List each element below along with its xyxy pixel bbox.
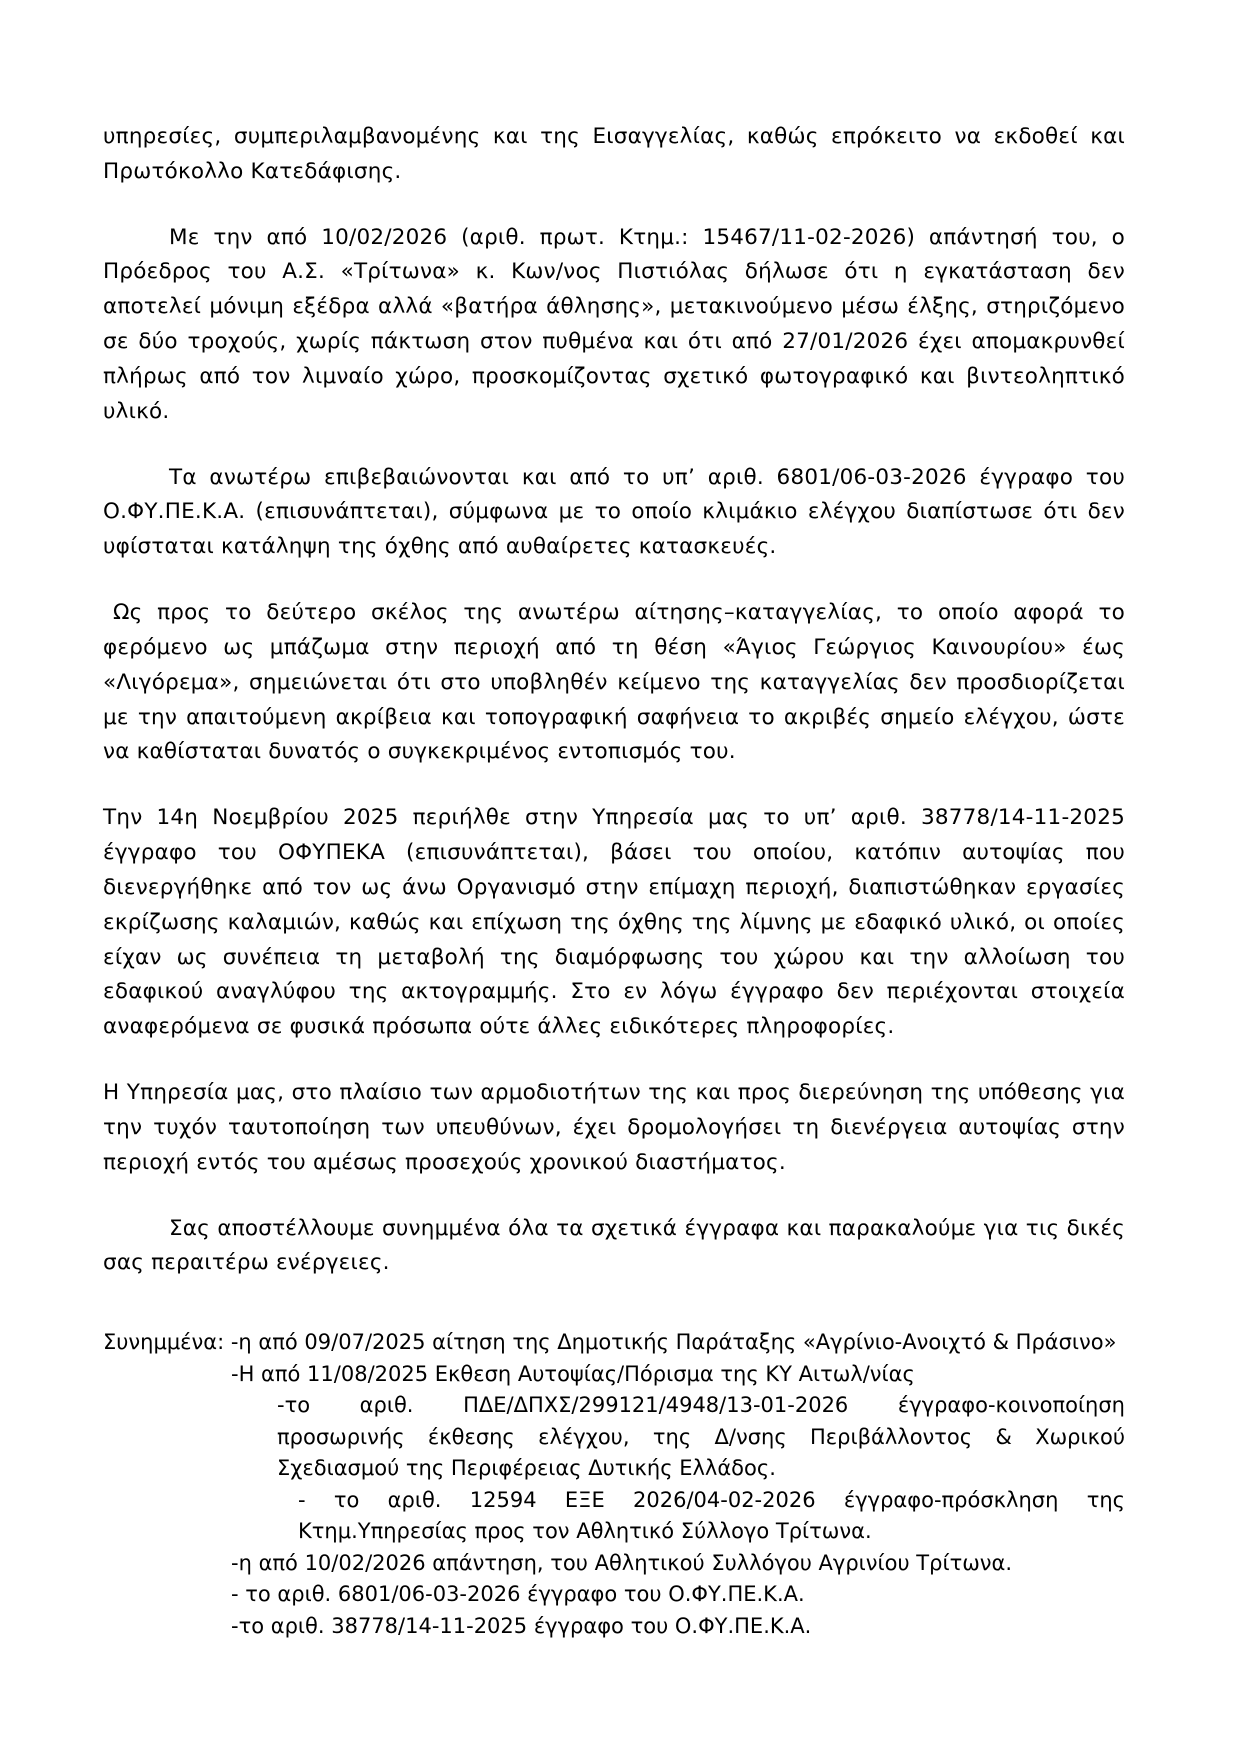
attachments-spacer <box>103 1281 1125 1327</box>
attachment-item-6: -το αριθ. 38778/14-11-2025 έγγραφο του Ο.ΦΥ.ΠΕ.Κ.Α. <box>231 1613 812 1638</box>
paragraph-continuation: υπηρεσίες, συμπεριλαμβανομένης και της Εισαγγελίας, καθώς επρόκειτο να εκδοθεί και Πρωτόκολλο Κατεδάφισης. <box>103 124 1125 184</box>
paragraph-spacer <box>103 430 1125 461</box>
paragraph-president-statement: Με την από 10/02/2026 (αριθ. πρωτ. Κτημ.: 15467/11-02-2026) απάντησή του, ο Πρόεδρος του Α.Σ. «Τρίτωνα» κ. Κων/νος Πιστιόλας δήλωσε ότι η εγκατάσταση δεν αποτελεί μόνιμη εξέδρα αλλά «βατήρα άθλησης», μετακινούμενο μέσω έλξης, στηριζόμενο σε δύο τροχούς, χωρίς πάκτωση στον πυθμένα και ότι από 27/01/2026 έχει απομακρυνθεί πλήρως από τον λιμναίο χώρο, προσκομίζοντας σχετικό φωτογραφικό και βιντεοληπτικό υλικό. <box>103 224 1125 424</box>
attachment-item-5: - το αριθ. 6801/06-03-2026 έγγραφο του Ο.ΦΥ.ΠΕ.Κ.Α. <box>231 1582 805 1607</box>
paragraph-service-investigation: Η Υπηρεσία μας, στο πλαίσιο των αρμοδιοτήτων της και προς διερεύνηση της υπόθεσης για την τυχόν ταυτοποίηση των υπευθύνων, έχει δρομολογήσει τη διενέργεια αυτοψίας στην περιοχή εντός του αμέσως προσεχούς χρονικού διαστήματος. <box>103 1080 1125 1175</box>
paragraph-closing-request: Σας αποστέλλουμε συνημμένα όλα τα σχετικά έγγραφα και παρακαλούμε για τις δικές σας περαιτέρω ενέργειες. <box>103 1215 1125 1276</box>
paragraph-spacer <box>103 1181 1125 1212</box>
paragraph-spacer <box>103 565 1125 596</box>
document-body <box>103 120 1125 1281</box>
paragraph-second-complaint-part: Ως προς το δεύτερο σκέλος της ανωτέρω αίτησης–καταγγελίας, το οποίο αφορά το φερόμενο ως μπάζωμα στην περιοχή από τη θέση «Άγιος Γεώργιος Καινουρίου» έως «Λιγόρεμα», σημειώνεται ότι στο υποβληθέν κείμενο της καταγγελίας δεν προσδιορίζεται με την απαιτούμενη ακρίβεια και τοπογραφική σαφήνεια το ακριβές σημείο ελέγχου, ώστε να καθίσταται δυνατός ο συγκεκριμένος εντοπισμός του. <box>103 600 1125 765</box>
paragraph-spacer <box>103 190 1125 221</box>
attachment-item-1: -Η από 11/08/2025 Εκθεση Αυτοψίας/Πόρισμα της ΚΥ Αιτωλ/νίας <box>231 1361 915 1386</box>
paragraph-november-document: Την 14η Νοεμβρίου 2025 περιήλθε στην Υπηρεσία μας το υπ’ αριθ. 38778/14-11-2025 έγγραφο του ΟΦΥΠΕΚΑ (επισυνάπτεται), βάσει του οποίου, κατόπιν αυτοψίας που διενεργήθηκε από τον ως άνω Οργανισμό στην επίμαχη περιοχή, διαπιστώθηκαν εργασίες εκρίζωσης καλαμιών, καθώς και επίχωση της όχθης της λίμνης με εδαφικό υλικό, οι οποίες είχαν ως συνέπεια τη μεταβολή της διαμόρφωσης του χώρου και την αλλοίωση του εδαφικού αναγλύφου της ακτογραμμής. Στο εν λόγω έγγραφο δεν περιέχονται στοιχεία αναφερόμενα σε φυσικά πρόσωπα ούτε άλλες ειδικότερες πληροφορίες. <box>103 805 1125 1040</box>
paragraph-spacer <box>103 770 1125 801</box>
paragraph-spacer <box>103 1045 1125 1076</box>
attachments-label-line: Συνημμένα: -η από 09/07/2025 αίτηση της Δημοτικής Παράταξης «Αγρίνιο-Ανοιχτό & Πράσινο» <box>103 1330 1117 1355</box>
attachments-section <box>103 1327 1125 1642</box>
paragraph-ofypeka-confirmation: Τα ανωτέρω επιβεβαιώνονται και από το υπ’ αριθ. 6801/06-03-2026 έγγραφο του Ο.ΦΥ.ΠΕ.Κ.Α. (επισυνάπτεται), σύμφωνα με το οποίο κλιμάκιο ελέγχου διαπίστωσε ότι δεν υφίσταται κατάληψη της όχθης από αυθαίρετες κατασκευές. <box>103 464 1125 560</box>
attachment-item-4: -η από 10/02/2026 απάντηση, του Αθλητικού Συλλόγου Αγρινίου Τρίτωνα. <box>231 1550 1013 1575</box>
attachment-item-3: - το αριθ. 12594 ΕΞΕ 2026/04-02-2026 έγγραφο-πρόσκληση της Κτημ.Υπηρεσίας προς τον Αθλητικό Σύλλογο Τρίτωνα. <box>298 1487 1125 1544</box>
attachment-item-2: -το αριθ. ΠΔΕ/ΔΠΧΣ/299121/4948/13-01-2026 έγγραφο-κοινοποίηση προσωρινής έκθεσης ελέγχου, της Δ/νσης Περιβάλλοντος & Χωρικού Σχεδιασμού της Περιφέρειας Δυτικής Ελλάδος. <box>277 1393 1125 1481</box>
